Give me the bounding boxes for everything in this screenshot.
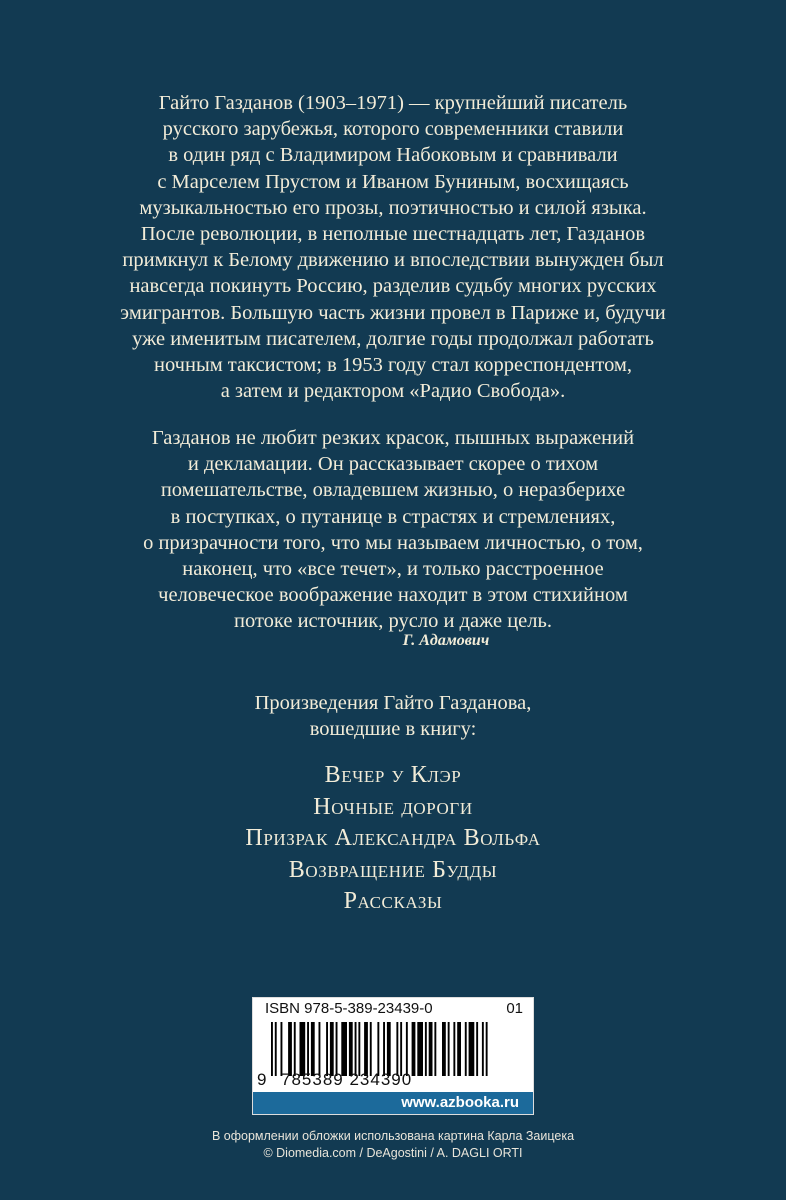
works-intro-line: Произведения Гайто Газданова, bbox=[254, 692, 532, 714]
barcode-stripe bbox=[412, 1022, 416, 1076]
blurb-line: музыкальностью его прозы, поэтичностью и силой языка. bbox=[139, 196, 647, 219]
work-title: Ночные дороги bbox=[313, 793, 473, 820]
isbn-addon: 01 bbox=[506, 1000, 523, 1017]
barcode-stripe bbox=[364, 1022, 368, 1076]
barcode-number: 785389 234390 bbox=[281, 1070, 413, 1089]
isbn-line bbox=[265, 1000, 523, 1022]
barcode-bars bbox=[265, 1022, 523, 1076]
barcode-stripe bbox=[448, 1022, 450, 1076]
work-title: Призрак Александра Вольфа bbox=[245, 825, 541, 851]
quote-line: наконец, что «все течет», и только расстроенное bbox=[182, 558, 604, 581]
barcode-stripe bbox=[330, 1022, 334, 1076]
barcode-stripe bbox=[355, 1022, 357, 1076]
credits-line: В оформлении обложки использована картина Карла Заицека bbox=[211, 1129, 575, 1143]
work-title: Рассказы bbox=[343, 888, 443, 914]
blurb-line: в один ряд с Владимиром Набоковым и сравнивали bbox=[168, 144, 618, 167]
blurb-line: навсегда покинуть Россию, разделив судьбу многих русских bbox=[129, 275, 657, 298]
barcode-stripe bbox=[300, 1022, 306, 1076]
barcode-lead-digit: 9 bbox=[257, 1070, 267, 1089]
blurb-line: Гайто Газданов (1903–1971) — крупнейший писатель bbox=[158, 92, 628, 114]
quote-line: Газданов не любит резких красок, пышных выражений bbox=[151, 427, 635, 449]
blurb-line: с Марселем Прустом и Иваном Буниным, восхищаясь bbox=[157, 170, 629, 193]
blurb-line: ночным таксистом; в 1953 году стал корреспондентом, bbox=[153, 354, 633, 377]
blurb-line: эмигрантов. Большую часть жизни провел в Париже и, будучи bbox=[120, 301, 666, 324]
works-intro bbox=[40, 690, 746, 742]
quote-line: в поступках, о путанице в страстях и стремлениях, bbox=[170, 505, 616, 528]
barcode-stripe bbox=[307, 1022, 309, 1076]
blurb-line: русского зарубежья, которого современники ставили bbox=[162, 118, 624, 141]
barcode-stripe bbox=[469, 1022, 475, 1076]
quote-line: и декламации. Он рассказывает скорее о тихом bbox=[187, 453, 599, 476]
barcode-stripe bbox=[377, 1022, 379, 1076]
barcode-stripe bbox=[482, 1022, 484, 1076]
blurb-line: уже именитым писателем, долгие годы продолжал работать bbox=[132, 327, 654, 350]
barcode-stripe bbox=[387, 1022, 391, 1076]
critic-quote bbox=[40, 425, 746, 635]
barcode-stripe bbox=[275, 1022, 277, 1076]
publisher-website: www.azbooka.ru bbox=[253, 1092, 533, 1114]
quote-line: потоке источник, русло и даже цель. bbox=[234, 610, 552, 633]
credits-line: © Diomedia.com / DeAgostini / A. DAGLI ORTI bbox=[263, 1146, 523, 1160]
quote-line: человеческое воображение находит в этом стихийном bbox=[158, 584, 628, 607]
barcode-stripe bbox=[288, 1022, 292, 1076]
work-title: Возвращение Будды bbox=[288, 856, 498, 883]
blurb-line: а затем и редактором «Радио Свобода». bbox=[220, 380, 566, 403]
barcode-stripe bbox=[271, 1022, 273, 1076]
barcode-stripe bbox=[400, 1022, 402, 1076]
quote-line: о призрачности того, что мы называем личностью, о том, bbox=[143, 531, 643, 554]
author-blurb bbox=[40, 90, 746, 404]
barcode-stripe bbox=[486, 1022, 488, 1076]
barcode-stripe bbox=[429, 1022, 433, 1076]
barcode-stripe bbox=[425, 1022, 427, 1076]
blurb-line: примкнул к Белому движению и впоследствии вынужден был bbox=[122, 249, 664, 272]
barcode-stripe bbox=[336, 1022, 338, 1076]
barcode-stripe bbox=[294, 1022, 296, 1076]
barcode-stripe bbox=[383, 1022, 385, 1076]
works-list bbox=[40, 760, 746, 918]
barcode-stripe bbox=[326, 1022, 328, 1076]
barcode-stripe bbox=[311, 1022, 315, 1076]
isbn-number: ISBN 978-5-389-23439-0 bbox=[265, 1000, 433, 1017]
barcode-stripe bbox=[434, 1022, 436, 1076]
work-title: Вечер у Клэр bbox=[324, 762, 462, 788]
barcode-stripe bbox=[457, 1022, 461, 1076]
barcode-stripe bbox=[453, 1022, 455, 1076]
barcode-stripe bbox=[476, 1022, 478, 1076]
quote-author: Г. Адамович bbox=[402, 632, 490, 649]
barcode-stripe bbox=[349, 1022, 353, 1076]
barcode-stripe bbox=[370, 1022, 372, 1076]
barcode-stripe bbox=[281, 1022, 283, 1076]
barcode-stripe bbox=[442, 1022, 446, 1076]
barcode-stripe bbox=[319, 1022, 321, 1076]
quote-line: помешательстве, овладевшем жизнью, о неразберихе bbox=[160, 479, 626, 502]
barcode-stripe bbox=[406, 1022, 408, 1076]
image-credits bbox=[40, 1128, 746, 1162]
barcode-block bbox=[252, 997, 534, 1115]
barcode-stripe bbox=[396, 1022, 398, 1076]
barcode-stripe bbox=[341, 1022, 347, 1076]
works-intro-line: вошедшие в книгу: bbox=[309, 718, 477, 741]
barcode-stripe bbox=[358, 1022, 360, 1076]
barcode-stripe bbox=[465, 1022, 467, 1076]
barcode-stripe bbox=[417, 1022, 423, 1076]
blurb-line: После революции, в неполные шестнадцать лет, Газданов bbox=[140, 223, 646, 246]
